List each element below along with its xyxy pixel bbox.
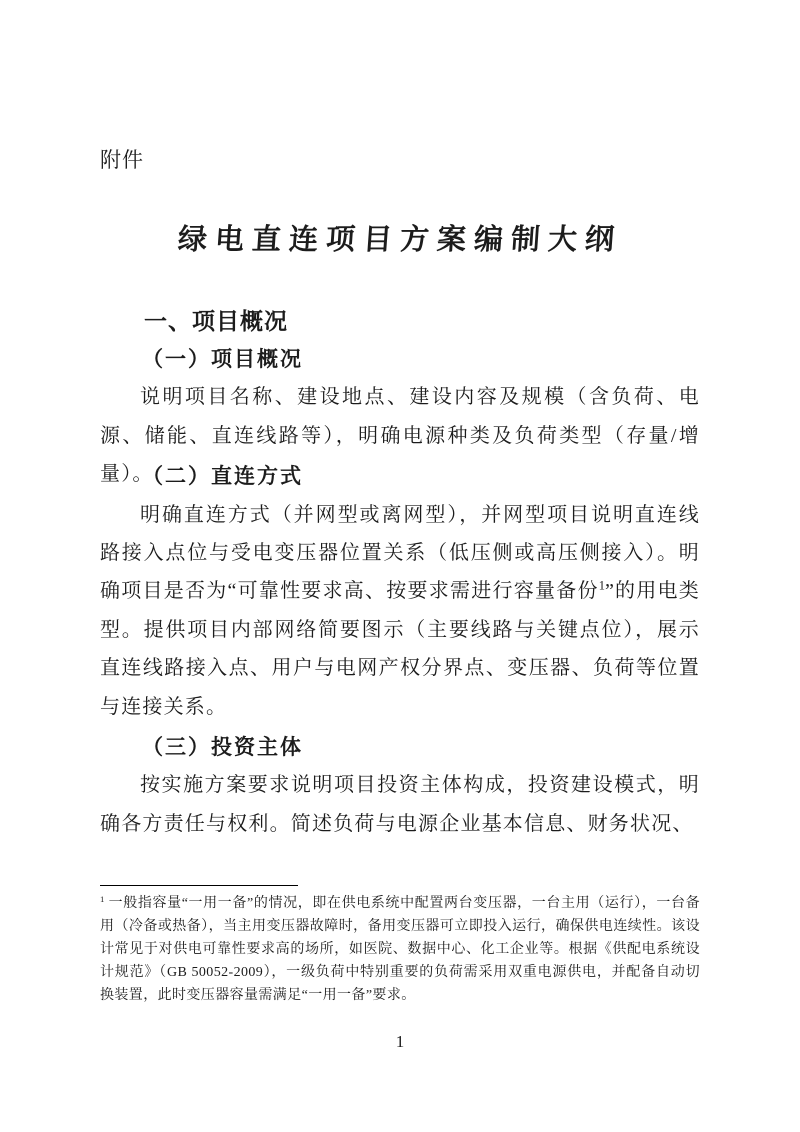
paragraph-connection-mode-text-after-ref: ”的用电类型。提供项目内部网络简要图示（主要线路与关键点位），展示直连线路接入点、用户与电网产权分界点、变压器、负荷等位置与连接关系。 bbox=[100, 580, 700, 718]
paragraph-investment-entity: 按实施方案要求说明项目投资主体构成，投资建设模式，明确各方责任与权利。简述负荷与电源企业基本信息、财务状况、 bbox=[100, 774, 700, 835]
subsection-heading-1-3: （三）投资主体 bbox=[142, 735, 303, 759]
footnote-body: 一般指容量“一用一备”的情况，即在供电系统中配置两台变压器，一台主用（运行），一台备用（冷备或热备），当主用变压器故障时，备用变压器可立即投入运行，确保供电连续性。该设计常见于对供电可靠性要求高的场所，如医院、数据中心、化工企业等。根据《供配电系统设计规范》（GB 50052-2009），一级负荷中特别重要的负荷需采用双重电源供电，并配备自动切换装置，此时变压器容量需满足“一用一备”要求。 bbox=[100, 896, 700, 1004]
paragraph-connection-mode-text-before-ref: 明确直连方式（并网型或离网型），并网型项目说明直连线路接入点位与受电变压器位置关系（低压侧或高压侧接入）。明确项目是否为“可靠性要求高、按要求需进行容量备份 bbox=[100, 503, 700, 603]
document-content bbox=[100, 0, 700, 1007]
subsection-heading-1-2: （二）直连方式 bbox=[142, 464, 303, 489]
paragraph-project-overview: 说明项目名称、建设地点、建设内容及规模（含负荷、电源、储能、直连线路等），明确电源种类及负荷类型（存量/增量）。 bbox=[100, 386, 700, 486]
document-title: 绿电直连项目方案编制大纲 bbox=[176, 224, 624, 256]
subsection-heading-1-1: （一）项目概况 bbox=[142, 347, 303, 371]
footnote-separator-rule bbox=[100, 885, 298, 886]
footnote-text bbox=[100, 892, 700, 1007]
paragraph-connection-mode bbox=[100, 496, 700, 726]
attachment-label: 附件 bbox=[100, 148, 144, 172]
footnote-marker: 1 bbox=[100, 893, 105, 904]
section-heading-1: 一、项目概况 bbox=[144, 308, 288, 334]
page-number: 1 bbox=[395, 1032, 405, 1051]
footnote-reference-superscript: 1 bbox=[598, 578, 605, 593]
